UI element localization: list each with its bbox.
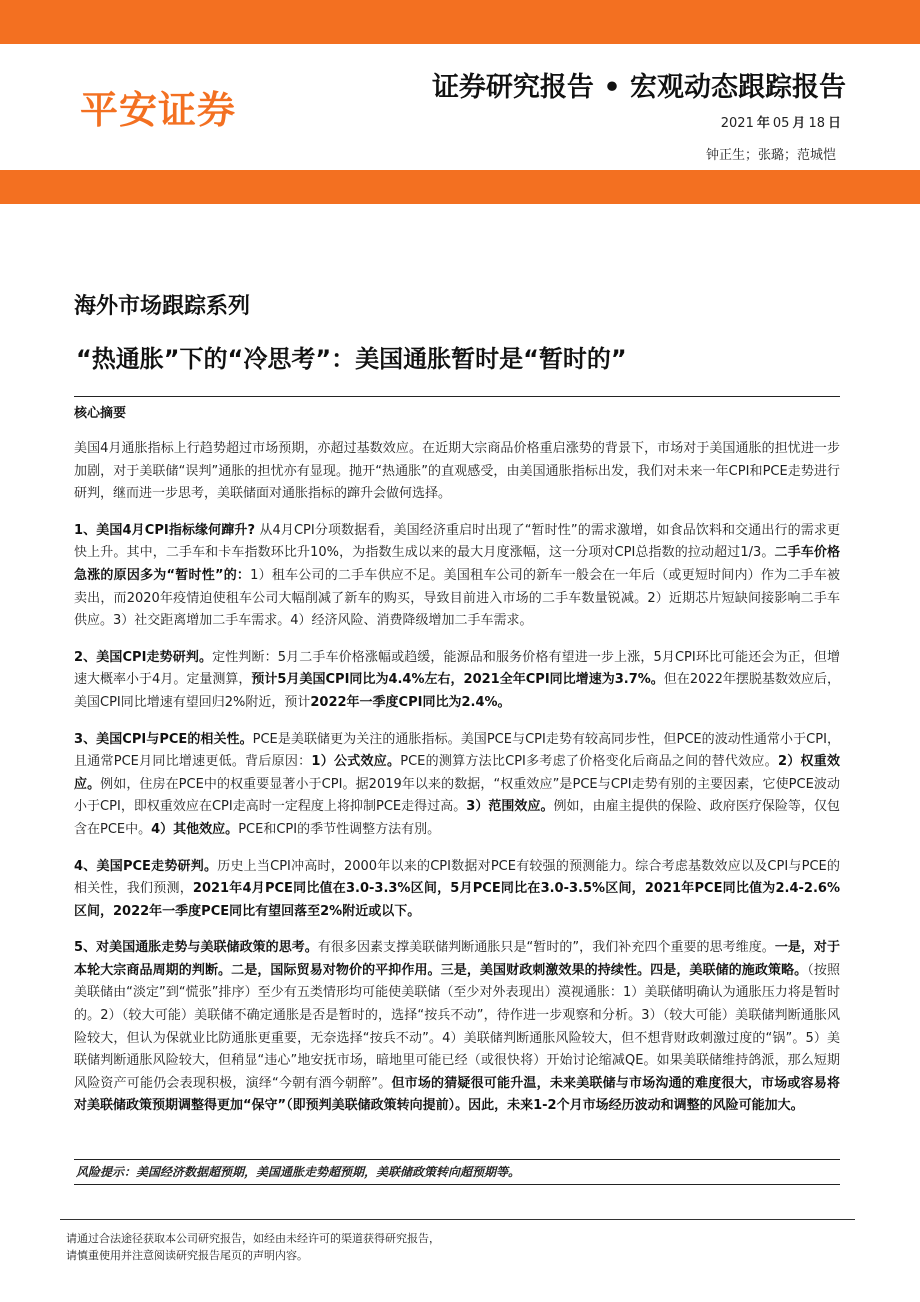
- paragraph-2-text: 定性判断：5月二手车价格涨幅或趋缓，能源品和服务价格有望进一步上涨，5月CPI环比可能还会为正，但增速大概率小于4月。定量测算，: [74, 649, 840, 688]
- summary-body: [74, 438, 840, 1132]
- date-year-unit: 年: [756, 116, 770, 131]
- paragraph-2: [74, 647, 840, 715]
- date-day: 18: [808, 116, 825, 131]
- paragraph-1: [74, 520, 840, 633]
- paragraph-5: [74, 937, 840, 1118]
- paragraph-3-heading: 3、美国CPI与PCE的相关性。: [74, 731, 253, 747]
- paragraph-2-bold: 预计5月美国CPI同比为4.4%左右，2021全年CPI同比增速为3.7%。: [251, 672, 664, 688]
- date-year: 2021: [720, 116, 754, 131]
- main-title: “热通胀”下的“冷思考”：美国通胀暂时是“暂时的”: [76, 345, 627, 373]
- paragraph-4-text: 历史上当CPI冲高时，2000年以来的CPI数据对PCE有较强的预测能力。综合考虑基数效应以及CPI与PCE的相关性，我们预测，: [74, 858, 840, 897]
- date-month-unit: 月: [792, 116, 806, 131]
- top-accent-band: [0, 0, 920, 44]
- footer-divider: [60, 1219, 855, 1220]
- paragraph-5-text: （按照美联储由“淡定”到“慌张”排序）至少有五类情形均可能使美联储（至少对外表现出）漠视通胀：1）美联储明确认为通胀压力将是暂时的。2）（较大可能）美联储不确定通胀是否是暂时的，选择“按兵不动”，待作进一步观察和分析。3）（较大可能）美联储判断通胀风险较大，但认为保就业比防通胀更重要，无奈选择“按兵不动”。4）美联储判断通胀风险较大，但不想背财政刺激过度的“锅”。5）美联储判断通胀风险较大，但稍显“违心”地安抚市场，暗地里可能已经（或很快将）开始讨论缩减QE。如果美联储维持鸽派，那么短期风险资产可能仍会表现积极，演绎“今朝有酒今朝醉”。: [74, 962, 840, 1091]
- paragraph-3-text: 例如，由雇主提供的保险、政府医疗保险等，仅包含在PCE中。: [74, 799, 840, 837]
- paragraph-5-bold: 一是，对于本轮大宗商品周期的判断。二是，国际贸易对物价的平抑作用。三是，美国财政刺激效果的持续性。四是，美联储的施政策略。: [74, 940, 840, 978]
- paragraph-3-text: PCE和CPI的季节性调整方法有別。: [238, 821, 441, 837]
- paragraph-3-text: PCE的测算方法比CPI多考虑了价格变化后商品之间的替代效应。: [400, 754, 778, 770]
- paragraph-5-bold: 但市场的猜疑很可能升温，未来美联储与市场沟通的难度很大，市场或容易将对美联储政策预期调整得更加“保守”（即预判美联储政策转向提前）。因此，未来1-2个月市场经历波动和调整的风险可能加大。: [74, 1075, 840, 1114]
- footer-line-2: 请慎重使用并注意阅读研究报告尾页的声明内容。: [66, 1249, 308, 1262]
- paragraph-3: [74, 729, 840, 842]
- risk-warning: 风险提示：美国经济数据超预期，美国通胀走势超预期，美联储政策转向超预期等。: [76, 1165, 521, 1179]
- paragraph-1-text: 从4月CPI分项数据看，美国经济重启时出现了“暂时性”的需求激增，如食品饮料和交通出行的需求更快上升。其中，二手车和卡车指数环比升10%，为指数生成以来的最大月度涨幅，这一分项对CPI总指数的拉动超过1/3。: [74, 522, 840, 561]
- paragraph-1-bold: 二手车价格急涨的原因多为“暂时性”的：: [74, 545, 840, 583]
- paragraph-5-text: 有很多因素支撑美联储判断通胀只是“暂时的”，我们补充四个重要的思考维度。: [317, 940, 775, 956]
- risk-bottom-divider: [74, 1184, 840, 1185]
- paragraph-4-heading: 4、美国PCE走势研判。: [74, 858, 218, 874]
- summary-label: 核心摘要: [74, 406, 127, 421]
- risk-top-divider: [74, 1159, 840, 1160]
- paragraph-3-bold: 3）范围效应。: [466, 799, 554, 815]
- footer-disclaimer: [66, 1230, 440, 1264]
- paragraph-2-text: 但在2022年摆脱基数效应后，美国CPI同比增速有望回归2%附近，预计: [74, 672, 840, 710]
- paragraph-4: [74, 856, 840, 924]
- footer-line-1: 请通过合法途径获取本公司研究报告，如经由未经许可的渠道获得研究报告，: [66, 1232, 440, 1245]
- paragraph-3-bold: 1）公式效应。: [311, 754, 401, 770]
- paragraph-1-heading: 1、美国4月CPI指标缘何蹿升?: [74, 522, 256, 538]
- paragraph-1-text: 1）租车公司的二手车供应不足。美国租车公司的新车一般会在一年后（或更短时间内）作为二手车被卖出，而2020年疫情迫使租车公司大幅削减了新车的购买，导致目前进入市场的二手车数量锐减。2）近期芯片短缺间接影响二手车供应。3）社交距离增加二手车需求。4）经济风险、消费降级增加二手车需求。: [74, 567, 840, 629]
- paragraph-2-bold: 2022年一季度CPI同比为2.4%。: [310, 694, 511, 710]
- report-date: [721, 112, 844, 131]
- paragraph-4-bold: 2021年4月PCE同比值在3.0-3.3%区间，5月PCE同比在3.0-3.5%区间，2021年PCE同比值为2.4-2.6%区间，2022年一季度PCE同比有望回落至2%附近或以下。: [74, 881, 840, 919]
- date-month: 05: [772, 116, 790, 131]
- company-logo: 平安证券: [80, 88, 237, 132]
- series-title: 海外市场跟踪系列: [74, 294, 251, 319]
- date-day-unit: 日: [827, 116, 841, 131]
- title-divider: [74, 396, 840, 397]
- report-type-title: 证券研究报告 • 宏观动态跟踪报告: [431, 72, 846, 103]
- paragraph-3-text: 例如，住房在PCE中的权重要显著小于CPI。据2019年以来的数据，“权重效应”是PCE与CPI走势有别的主要因素，它使PCE波动小于CPI，即权重效应在CPI走高时一定程度上将抑制PCE走得过高。: [74, 776, 840, 815]
- paragraph-3-bold: 2）权重效应。: [74, 754, 840, 792]
- paragraph-2-heading: 2、美国CPI走势研判。: [74, 649, 213, 665]
- paragraph-5-heading: 5、对美国通胀走势与美联储政策的思考。: [74, 940, 318, 956]
- intro-paragraph: 美国4月通胀指标上行趋势超过市场预期，亦超过基数效应。在近期大宗商品价格重启涨势的背景下，市场对于美国通胀的担忧进一步加剧，对于美联储“误判”通胀的担忧亦有显现。抛开“热通胀”的直观感受，由美国通胀指标出发，我们对未来一年CPI和PCE走势进行研判，继而进一步思考，美联储面对通胀指标的蹿升会做何选择。: [74, 441, 840, 502]
- paragraph-3-bold: 4）其他效应。: [151, 821, 239, 837]
- mid-accent-band: [0, 170, 920, 204]
- paragraph-3-text: PCE是美联储更为关注的通胀指标。美国PCE与CPI走势有较高同步性，但PCE的波动性通常小于CPI，且通常PCE月同比增速更低。背后原因：: [74, 731, 840, 770]
- authors: 钟正生；张璐；范城恺: [705, 148, 836, 163]
